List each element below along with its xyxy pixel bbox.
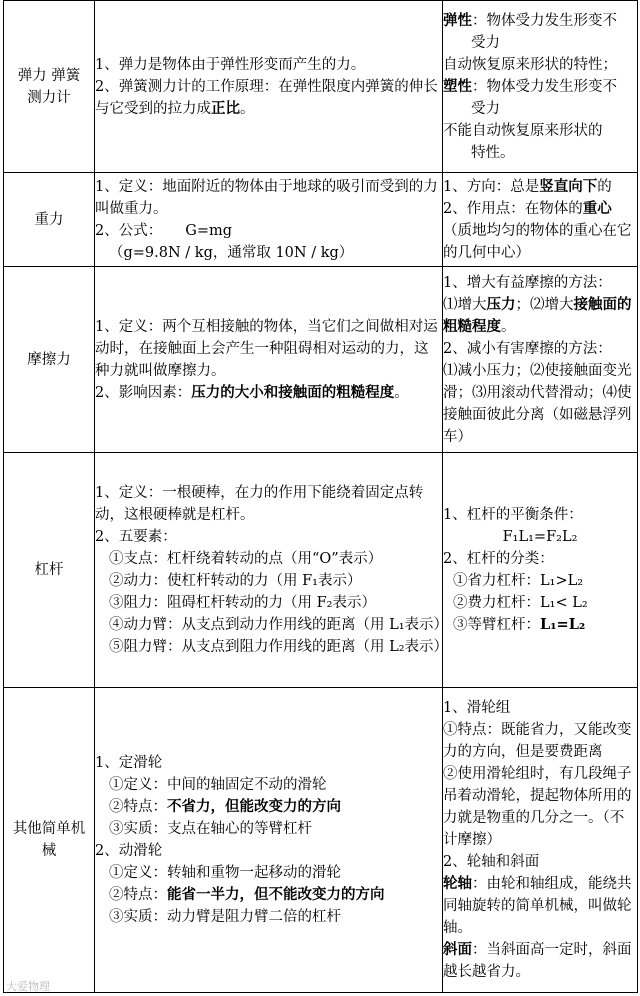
text-run: （质地均匀的物体的重心在它的几何中心）: [443, 222, 632, 261]
definition-cell: [95, 173, 443, 267]
text-run: ：由轮和轴组成，能绕共同轴旋转的简单机械，叫做轮轴。: [443, 876, 632, 936]
right-line: [443, 142, 637, 164]
definition-cell: [95, 1, 443, 173]
text-run: 2、五要素：: [95, 529, 177, 545]
right-line: [443, 76, 637, 98]
text-run: 1、方向：总是: [443, 178, 540, 195]
right-line: [443, 32, 637, 54]
left-line: [95, 818, 442, 840]
topic-label: 重力: [34, 211, 64, 228]
left-line: [95, 774, 442, 796]
text-run: 1、定义：地面附近的物体由于地球的吸引而受到的力叫做重力。: [95, 178, 438, 217]
text-run: ①定义：中间的轴固定不动的滑轮: [109, 777, 327, 793]
text-run: ③阻力：阻碍杠杆转动的力（用 F₂表示）: [109, 595, 376, 611]
left-line: [95, 176, 442, 220]
text-run: 1、杠杆的平衡条件：: [443, 507, 583, 523]
right-line: [443, 614, 637, 636]
text-run: 2、杠杆的分类：: [443, 551, 554, 567]
left-line: [95, 906, 442, 928]
text-run: ：物体受力发生形变不: [472, 78, 617, 95]
text-run: ②特点：: [109, 887, 167, 903]
left-line: [95, 752, 442, 774]
text-run: ③等臂杠杆：: [453, 617, 540, 633]
text-run: ②特点：: [109, 799, 167, 815]
text-run: 1、定滑轮: [95, 755, 163, 771]
right-line: [443, 338, 637, 360]
right-line: [443, 697, 637, 719]
watermark-text: 大爱物理: [6, 980, 50, 993]
left-line: [95, 884, 442, 906]
text-run: 受力: [471, 100, 500, 117]
text-run: 1、定义：两个互相接触的物体，当它们之间做相对运动时，在接触面上会产生一种阻碍相对运动的力，这种力就叫做摩擦力。: [95, 318, 438, 379]
text-run: ②动力：使杠杆转动的力（用 F₁表示）: [109, 573, 362, 589]
text-run: ：物体受力发生形变不: [472, 12, 617, 29]
topic-cell: [4, 267, 95, 453]
bold-term: 弹性: [443, 11, 472, 29]
bold-term: 正比: [211, 99, 240, 117]
left-line: [95, 54, 442, 76]
bold-term: 压力的大小和接触面的粗糙程度: [191, 383, 395, 401]
right-line: [443, 851, 637, 873]
right-line: [443, 526, 637, 548]
right-line: [443, 120, 637, 142]
notes-cell: [443, 1, 638, 173]
table-row-simple-machines: [4, 688, 638, 993]
text-run: ⑤阻力臂：从支点到阻力作用线的距离（用 L₂表示）: [109, 639, 449, 655]
text-run: （g=9.8N / kg，通常取 10N / kg）: [109, 244, 354, 261]
knowledge-table: [3, 0, 638, 993]
text-run: 2、公式： G=mg: [95, 222, 233, 239]
text-run: 2、动滑轮: [95, 843, 163, 859]
text-run: 。: [240, 100, 255, 117]
text-run: 的: [597, 178, 612, 195]
topic-label: 械: [41, 843, 57, 859]
text-run: F₁L₁=F₂L₂: [502, 529, 578, 545]
topic-cell: [4, 453, 95, 688]
text-run: 1、滑轮组: [443, 700, 511, 716]
right-line: [443, 592, 637, 614]
text-run: 2、影响因素：: [95, 384, 192, 401]
text-run: 1、增大有益摩擦的方法：: [443, 274, 612, 291]
right-line: [443, 220, 637, 264]
bold-term: 不省力，但能改变力的方向: [167, 798, 341, 815]
left-line: [95, 636, 449, 658]
left-line: [95, 482, 442, 526]
bold-term: 塑性: [443, 77, 472, 95]
right-line: [443, 719, 637, 763]
bold-term: 重心: [582, 199, 612, 217]
left-line: [95, 316, 442, 382]
right-line: [443, 294, 637, 338]
text-run: ③实质：动力臂是阻力臂二倍的杠杆: [109, 909, 341, 925]
topic-label: 摩擦力: [27, 351, 71, 368]
text-run: 自动恢复原来形状的特性；: [443, 56, 617, 73]
topic-label: 杠杆: [34, 562, 64, 578]
table-row-gravity: [4, 173, 638, 267]
bold-term: 斜面: [443, 941, 472, 958]
notes-cell: [443, 267, 638, 453]
topic-cell: [4, 1, 95, 173]
text-run: ③实质：支点在轴心的等臂杠杆: [109, 821, 312, 837]
bold-term: 接触面的粗糙程度: [443, 295, 632, 335]
right-line: [443, 360, 637, 448]
left-line: [95, 614, 449, 636]
text-run: 2、作用点：在物体的: [443, 200, 583, 217]
right-line: [443, 504, 637, 526]
text-run: ：当斜面高一定时，斜面越长越省力。: [443, 942, 632, 980]
text-run: 。: [394, 384, 409, 401]
text-run: ；⑵增大: [515, 296, 574, 313]
right-line: [443, 54, 637, 76]
bold-term: 轮轴: [443, 875, 472, 892]
text-run: 2、弹簧测力计的工作原理：在弹性限度内弹簧的伸长与它受到的拉力成: [95, 78, 438, 117]
topic-cell: [4, 173, 95, 267]
notes-cell: [443, 173, 638, 267]
text-run: ②使用滑轮组时，有几段绳子吊着动滑轮，提起物体所用的力就是物重的几分之一。（不计摩擦）: [443, 766, 632, 848]
right-line: [443, 763, 637, 851]
bold-term: 能省一半力，但不能改变力的方向: [167, 886, 385, 903]
bold-term: 竖直向下: [539, 177, 598, 195]
left-line: [95, 382, 442, 404]
topic-label: 测力计: [27, 89, 71, 106]
text-run: ①省力杠杆：L₁>L₂: [453, 573, 584, 589]
text-run: ①定义：转轴和重物一起移动的滑轮: [109, 865, 341, 881]
right-line: [443, 939, 637, 983]
text-run: 1、定义：一根硬棒，在力的作用下能绕着固定点转动，这根硬棒就是杠杆。: [95, 485, 424, 523]
right-line: [443, 548, 637, 570]
text-run: 特性。: [471, 144, 515, 161]
text-run: ⑴减小压力；⑵使接触面变光滑；⑶用滚动代替滑动；⑷使接触面彼此分离（如磁悬浮列车）: [443, 362, 632, 445]
text-run: 2、减小有害摩擦的方法：: [443, 340, 612, 357]
text-run: 不能自动恢复原来形状的: [443, 122, 603, 139]
table-row-lever: [4, 453, 638, 688]
text-run: ⑴增大: [443, 296, 487, 313]
definition-cell: [95, 453, 449, 688]
left-line: [95, 796, 442, 818]
bold-term: L₁=L₂: [540, 616, 586, 633]
text-run: 。: [501, 318, 516, 335]
text-run: ①特点：既能省力，又能改变力的方向，但是要费距离: [443, 722, 632, 760]
notes-cell: [443, 688, 638, 993]
topic-label: 其他简单机: [12, 821, 86, 837]
knowledge-table-body: [4, 1, 638, 993]
right-line: [443, 198, 637, 220]
definition-cell: [95, 267, 443, 453]
left-line: [95, 220, 442, 242]
topic-cell: [4, 688, 95, 993]
left-line: [95, 76, 442, 120]
text-run: ④动力臂：从支点到动力作用线的距离（用 L₁表示）: [109, 617, 449, 633]
left-line: [95, 862, 442, 884]
left-line: [95, 840, 442, 862]
right-line: [443, 176, 637, 198]
text-run: ①支点：杠杆绕着转动的点（用“O”表示）: [109, 551, 383, 567]
right-line: [443, 272, 637, 294]
text-run: 2、轮轴和斜面: [443, 854, 540, 870]
right-line: [443, 873, 637, 939]
right-line: [443, 98, 637, 120]
right-line: [443, 570, 637, 592]
left-line: [95, 242, 442, 264]
definition-cell: [95, 688, 443, 993]
right-line: [443, 10, 637, 32]
left-line: [95, 548, 442, 570]
table-row-friction: [4, 267, 638, 453]
text-run: ②费力杠杆：L₁< L₂: [453, 595, 588, 611]
left-line: [95, 526, 442, 548]
text-run: 1、弹力是物体由于弹性形变而产生的力。: [95, 56, 366, 73]
left-line: [95, 570, 442, 592]
notes-cell: [443, 453, 638, 688]
table-row-elasticity: [4, 1, 638, 173]
bold-term: 压力: [486, 295, 516, 313]
topic-label: 弹力 弹簧: [17, 67, 81, 84]
text-run: 受力: [471, 34, 500, 51]
left-line: [95, 592, 442, 614]
